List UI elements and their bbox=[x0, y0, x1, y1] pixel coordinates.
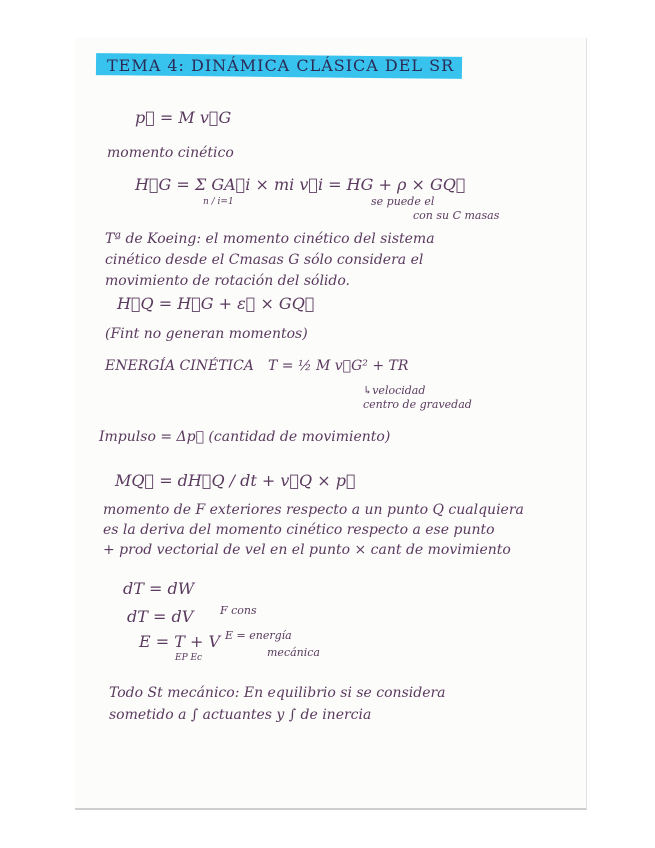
koenig-line-1: Tª de Koeing: el momento cinético del sistema bbox=[105, 231, 435, 247]
momentum-equation: p⃗ = M v⃗G bbox=[135, 108, 232, 127]
angular-momentum-label: momento cinético bbox=[107, 145, 234, 161]
energy-subscripts: EP Ec bbox=[175, 653, 203, 663]
moment-note-2: es la deriva del momento cinético respecto a ese punto bbox=[103, 522, 495, 538]
koenig-line-3: movimiento de rotación del sólido. bbox=[105, 273, 350, 289]
notebook-page bbox=[75, 38, 587, 810]
sum-limits: n / i=1 bbox=[203, 197, 234, 207]
energy-equation: E = T + V bbox=[139, 632, 221, 651]
hq-equation: H⃗Q = H⃗G + ε⃗ × GQ⃗ bbox=[117, 294, 315, 313]
potential-equation: dT = dV bbox=[127, 607, 194, 626]
fint-note: (Fint no generan momentos) bbox=[105, 326, 308, 342]
energy-note-1: E = energía bbox=[225, 629, 292, 642]
equation-note-1: se puede el bbox=[371, 195, 435, 208]
energy-note-2: mecánica bbox=[267, 646, 320, 659]
angular-momentum-equation: H⃗G = Σ GA⃗i × mi v⃗i = HG + ρ × GQ⃗ bbox=[135, 175, 466, 194]
moment-note-1: momento de F exteriores respecto a un punto Q cualquiera bbox=[103, 502, 524, 518]
koenig-line-2: cinético desde el Cmasas G sólo considera el bbox=[105, 252, 424, 268]
moment-equation: MQ⃗ = dH⃗Q / dt + v⃗Q × p⃗ bbox=[115, 471, 356, 490]
kinetic-energy-note-1: ↳velocidad bbox=[363, 384, 426, 397]
kinetic-energy-equation: T = ½ M v⃗G² + TR bbox=[268, 358, 409, 374]
final-note-1: Todo St mecánico: En equilibrio si se considera bbox=[109, 685, 446, 701]
final-note-2: sometido a ∫ actuantes y ∫ de inercia bbox=[109, 707, 372, 723]
moment-note-3: + prod vectorial de vel en el punto × cant de movimiento bbox=[103, 542, 511, 558]
kinetic-energy-label: ENERGÍA CINÉTICA bbox=[105, 358, 254, 374]
work-equation: dT = dW bbox=[123, 579, 195, 598]
kinetic-energy-note-2: centro de gravedad bbox=[363, 398, 472, 411]
equation-note-2: con su C masas bbox=[413, 209, 500, 222]
impulse-line: Impulso = Δp⃗ (cantidad de movimiento) bbox=[99, 429, 391, 445]
conservative-forces-note: F cons bbox=[220, 604, 257, 617]
page-title: TEMA 4: DINÁMICA CLÁSICA DEL SR bbox=[107, 56, 455, 75]
